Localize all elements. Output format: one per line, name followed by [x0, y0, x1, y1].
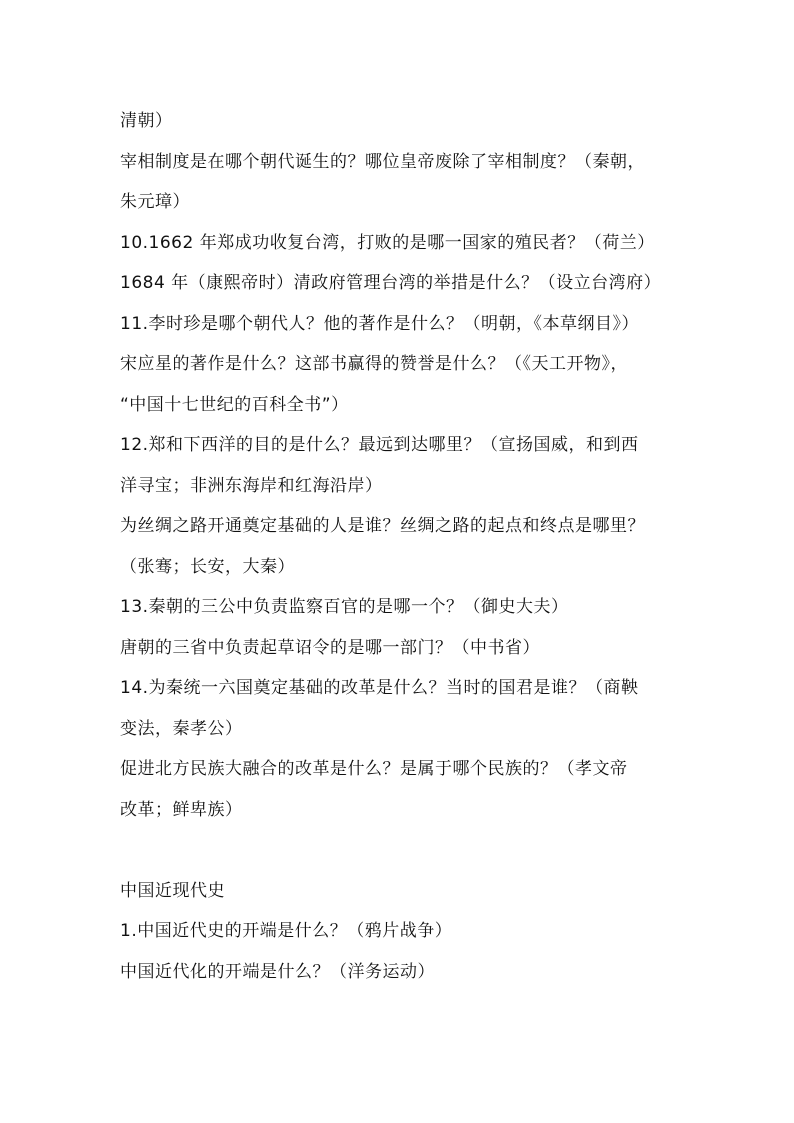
text-line: 12.郑和下西洋的目的是什么？最远到达哪里？（宣扬国威，和到西	[120, 435, 639, 455]
text-line: 10.1662 年郑成功收复台湾，打败的是哪一国家的殖民者？（荷兰）	[120, 232, 655, 253]
text-line: 宋应星的著作是什么？这部书赢得的赞誉是什么？（《天工开物》，	[120, 354, 628, 374]
text-line: 1684 年（康熙帝时）清政府管理台湾的举措是什么？（设立台湾府）	[120, 273, 662, 293]
text-line: 洋寻宝；非洲东海岸和红海沿岸）	[120, 475, 383, 496]
blank-line	[120, 830, 700, 871]
text-line: 14.为秦统一六国奠定基础的改革是什么？当时的国君是谁？（商鞅	[120, 678, 639, 698]
text-line: 促进北方民族大融合的改革是什么？是属于哪个民族的？（孝文帝	[120, 759, 628, 779]
text-line: 唐朝的三省中负责起草诏令的是哪一部门？（中书省）	[120, 637, 540, 658]
text-line: 中国近代化的开端是什么？（洋务运动）	[120, 961, 435, 982]
text-line: 朱元璋）	[120, 192, 190, 212]
text-line: 为丝绸之路开通奠定基础的人是谁？丝绸之路的起点和终点是哪里？	[120, 516, 645, 536]
section-heading: 中国近现代史	[120, 880, 225, 901]
text-line: 变法，秦孝公）	[120, 718, 243, 739]
text-line: 11.李时珍是哪个朝代人？他的著作是什么？（明朝，《本草纲目》）	[120, 313, 640, 334]
text-line: 1.中国近代史的开端是什么？（鸦片战争）	[120, 921, 453, 941]
document-body	[120, 101, 700, 992]
text-line: 改革；鲜卑族）	[120, 799, 243, 820]
text-line: 13.秦朝的三公中负责监察百官的是哪一个？（御史大夫）	[120, 597, 569, 617]
text-line: “中国十七世纪的百科全书”）	[120, 394, 349, 415]
text-line: 清朝）	[120, 111, 173, 131]
text-line: （张骞；长安，大秦）	[120, 556, 295, 577]
text-line: 宰相制度是在哪个朝代诞生的？哪位皇帝废除了宰相制度？（秦朝，	[120, 151, 645, 172]
